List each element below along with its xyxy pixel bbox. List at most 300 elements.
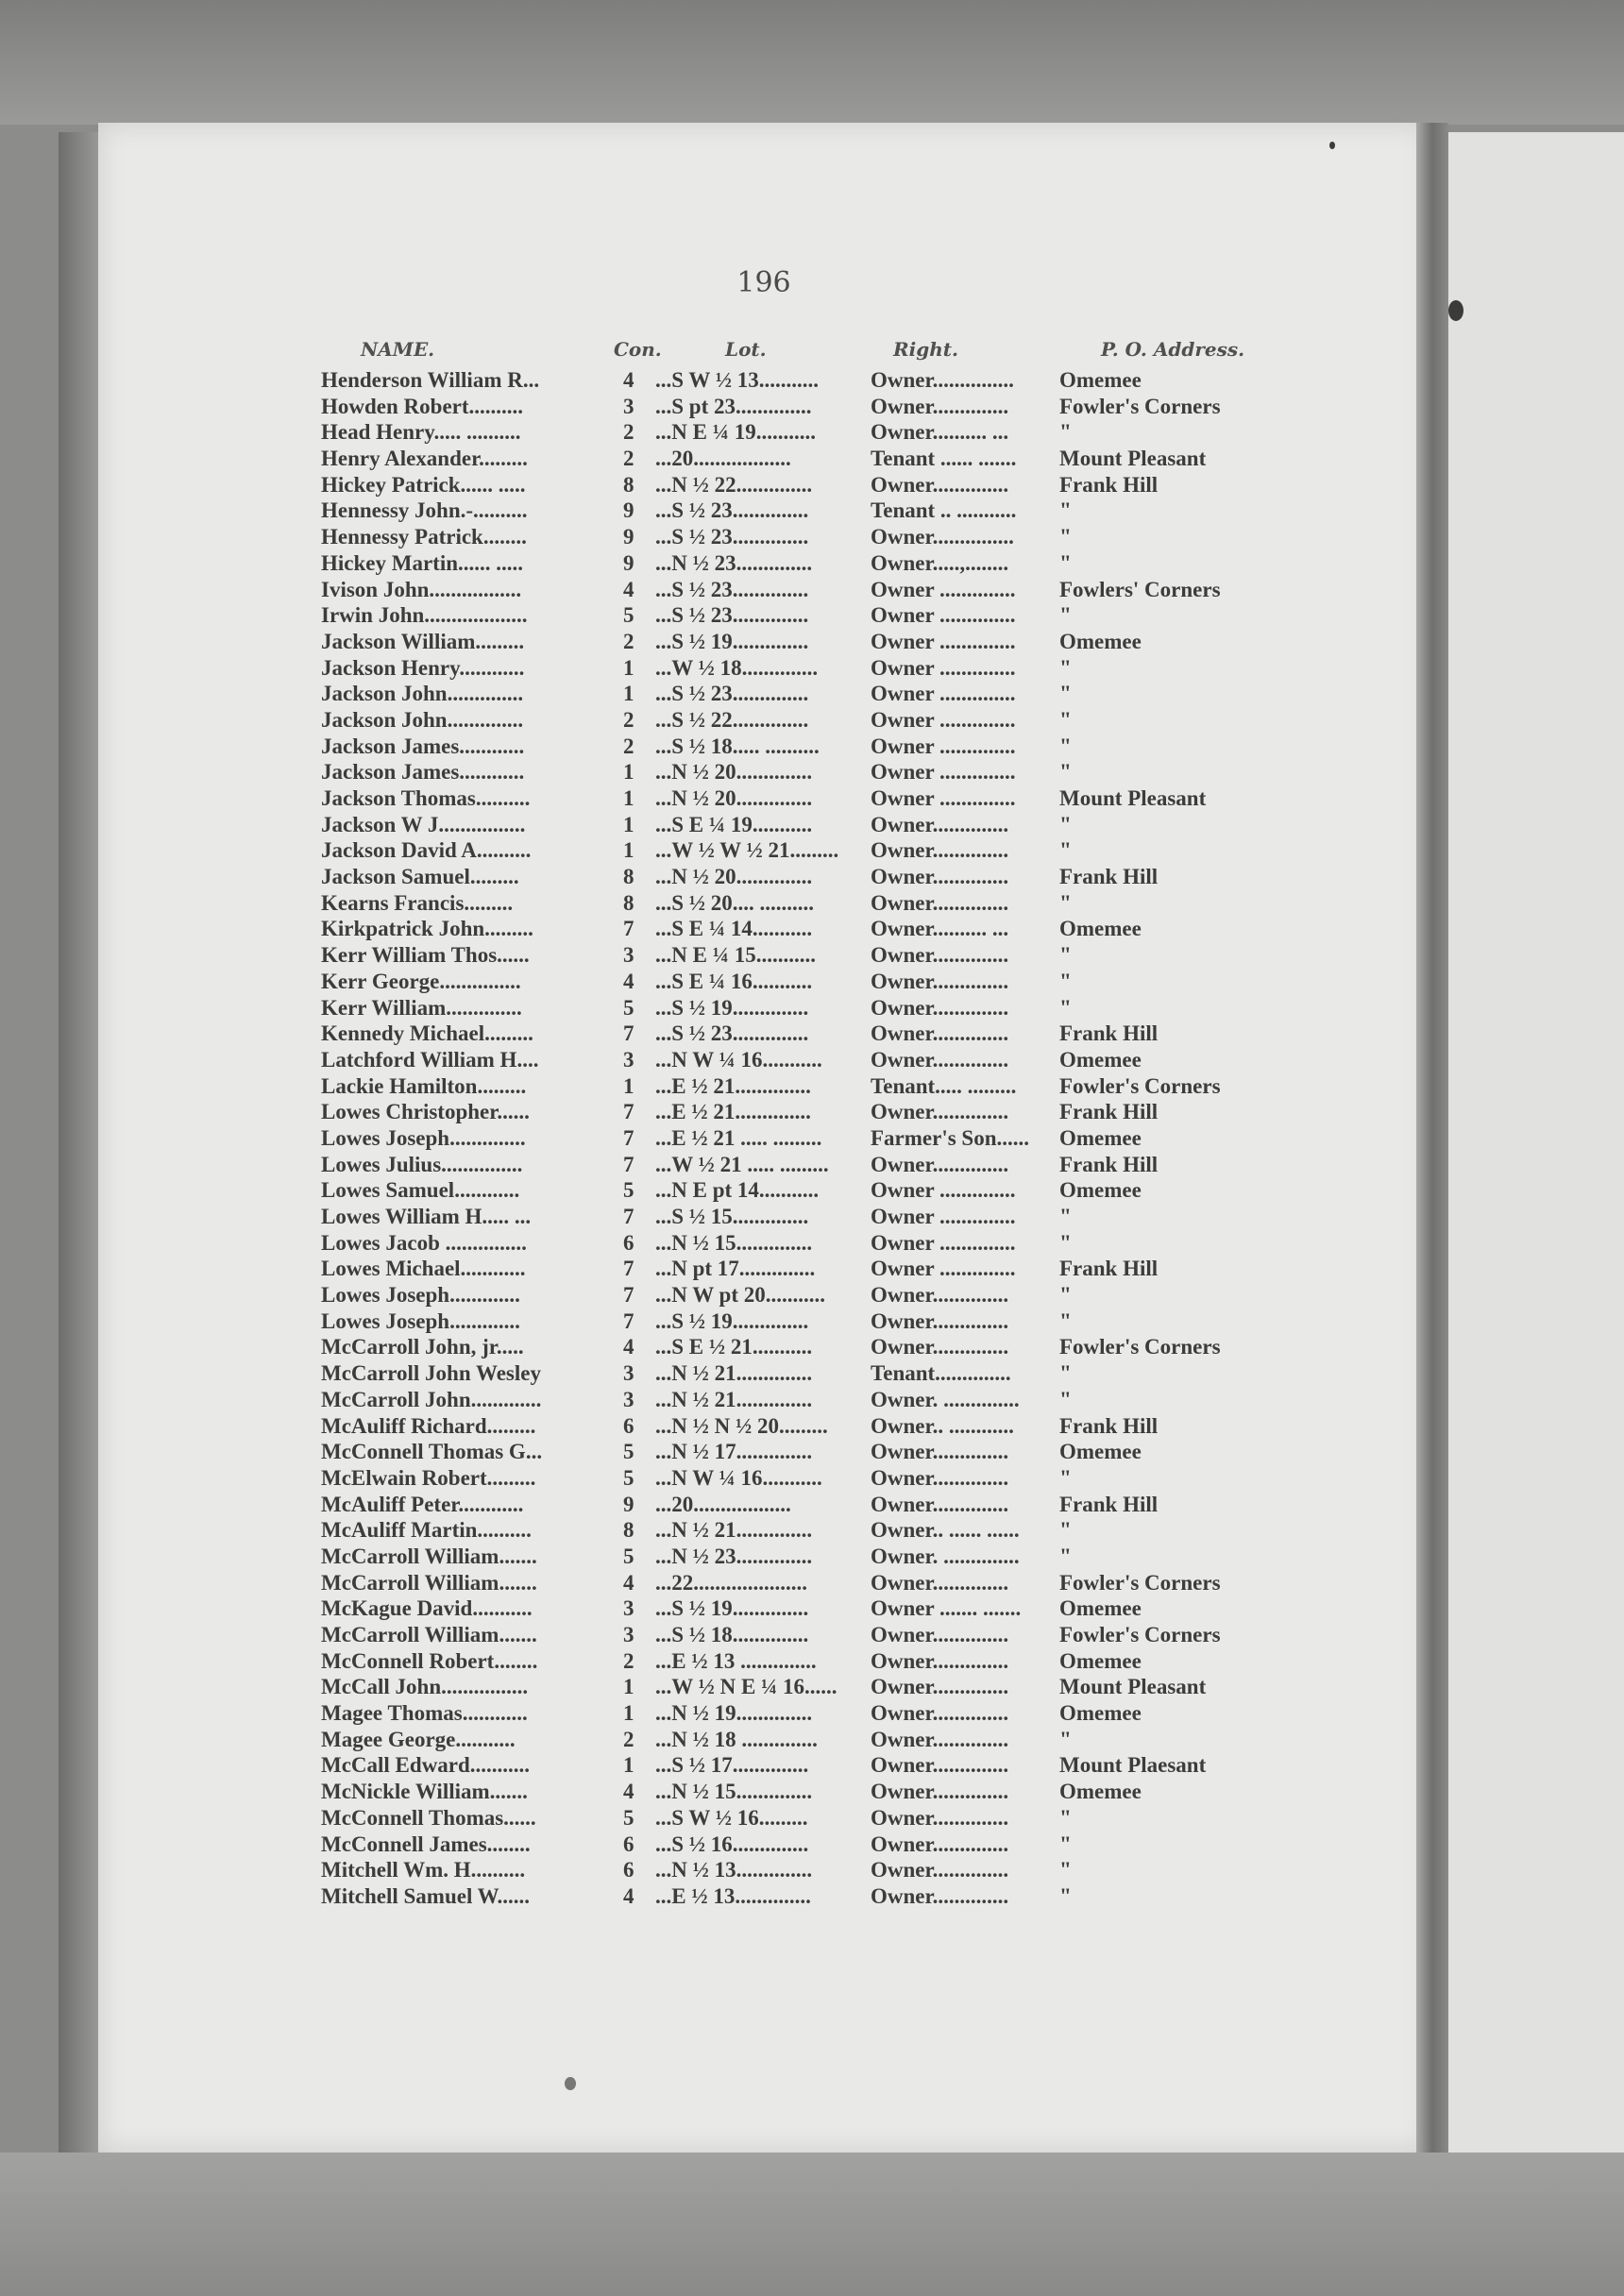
row-lot: ...S ½ 15.............. <box>655 1205 809 1228</box>
table-row <box>98 1675 1429 1701</box>
row-po-address: Mount Pleasant <box>1059 447 1207 471</box>
row-con: 2 <box>623 420 634 445</box>
row-po-address: Omemee <box>1059 1701 1142 1726</box>
row-right: Owner .............. <box>871 682 1016 706</box>
row-po-address: " <box>1059 1308 1072 1333</box>
row-po-address: Omemee <box>1059 1178 1142 1203</box>
ink-speck <box>1329 142 1335 149</box>
table-row <box>98 813 1429 839</box>
row-lot: ...N E pt 14........... <box>655 1178 820 1203</box>
header-po-address: P. O. Address. <box>1101 338 1245 361</box>
row-lot: ...S ½ 23.............. <box>655 682 809 706</box>
row-lot: ...S ½ 19.............. <box>655 995 809 1020</box>
row-right: Owner.............. <box>871 969 1009 993</box>
row-right: Owner .............. <box>871 1230 1016 1255</box>
row-name: McCall John................ <box>321 1675 529 1699</box>
row-po-address: Omemee <box>1059 368 1142 392</box>
row-po-address: Omemee <box>1059 1648 1142 1673</box>
row-right: Owner.............. <box>871 1701 1009 1726</box>
row-con: 4 <box>623 577 634 601</box>
table-row <box>98 1361 1429 1388</box>
row-name: Kerr William Thos...... <box>321 943 530 968</box>
table-row <box>98 1596 1429 1623</box>
row-right: Tenant .. ........... <box>871 498 1017 523</box>
table-row <box>98 838 1429 865</box>
row-lot: ...S ½ 17.............. <box>655 1753 809 1778</box>
table-row <box>98 1780 1429 1806</box>
row-lot: ...N ½ 21.............. <box>655 1518 813 1543</box>
row-lot: ...S E ¼ 19........... <box>655 812 813 836</box>
row-name: McConnell Thomas G... <box>321 1440 543 1464</box>
table-row <box>98 1649 1429 1676</box>
row-con: 8 <box>623 472 634 497</box>
row-con: 2 <box>623 1648 634 1673</box>
row-con: 5 <box>623 1805 634 1830</box>
row-name: Lowes Julius............... <box>321 1152 523 1176</box>
table-row <box>98 368 1429 395</box>
row-right: Owner.............. <box>871 838 1009 863</box>
table-row <box>98 1858 1429 1884</box>
row-po-address: Frank Hill <box>1059 1257 1159 1281</box>
row-right: Tenant ...... ....... <box>871 447 1017 471</box>
table-row <box>98 708 1429 734</box>
row-con: 2 <box>623 707 634 732</box>
row-lot: ...22..................... <box>655 1570 807 1595</box>
row-right: Owner.............. <box>871 1727 1009 1751</box>
table-row <box>98 1440 1429 1466</box>
row-con: 5 <box>623 1178 634 1203</box>
header-con: Con. <box>614 338 662 361</box>
row-name: Kennedy Michael......... <box>321 1021 533 1046</box>
table-row <box>98 578 1429 604</box>
row-right: Owner.............. <box>871 1832 1009 1856</box>
row-name: Jackson James............ <box>321 734 525 758</box>
row-con: 1 <box>623 682 634 706</box>
row-name: McElwain Robert......... <box>321 1465 536 1490</box>
row-name: Kerr William.............. <box>321 995 522 1020</box>
row-con: 3 <box>623 1361 634 1386</box>
table-row <box>98 891 1429 918</box>
table-row <box>98 1466 1429 1493</box>
row-lot: ...N W ¼ 16........... <box>655 1465 822 1490</box>
row-po-address: " <box>1059 603 1072 628</box>
row-po-address: " <box>1059 1883 1072 1908</box>
row-name: McAuliff Peter............ <box>321 1492 524 1516</box>
row-po-address: Omemee <box>1059 1596 1142 1621</box>
row-name: Magee Thomas............ <box>321 1701 528 1726</box>
table-row <box>98 1884 1429 1911</box>
row-con: 9 <box>623 1492 634 1516</box>
table-row <box>98 1100 1429 1126</box>
column-headers <box>98 338 1429 366</box>
row-name: Lackie Hamilton......... <box>321 1073 527 1098</box>
row-con: 9 <box>623 525 634 549</box>
row-name: Jackson W J................ <box>321 812 526 836</box>
row-con: 4 <box>623 1335 634 1359</box>
row-name: McConnell Robert........ <box>321 1648 538 1673</box>
row-right: Owner .............. <box>871 760 1016 785</box>
row-name: Hennessy John.-.......... <box>321 498 528 523</box>
table-row <box>98 1493 1429 1519</box>
row-lot: ...20.................. <box>655 447 791 471</box>
row-con: 4 <box>623 368 634 392</box>
row-right: Owner. .............. <box>871 1387 1020 1411</box>
row-right: Owner .............. <box>871 655 1016 680</box>
row-po-address: Mount Pleasant <box>1059 1675 1207 1699</box>
table-row <box>98 682 1429 708</box>
row-po-address: " <box>1059 1205 1072 1228</box>
row-name: Jackson James............ <box>321 760 525 785</box>
row-po-address: Frank Hill <box>1059 865 1159 889</box>
row-lot: ...S ½ 18.............. <box>655 1623 809 1646</box>
row-con: 7 <box>623 1152 634 1176</box>
table-row <box>98 447 1429 473</box>
row-po-address: " <box>1059 1283 1072 1308</box>
row-right: Owner .............. <box>871 1205 1016 1228</box>
row-name: Jackson John.............. <box>321 707 524 732</box>
row-con: 8 <box>623 865 634 889</box>
table-row <box>98 1178 1429 1205</box>
row-con: 9 <box>623 550 634 575</box>
row-con: 5 <box>623 603 634 628</box>
table-row <box>98 1205 1429 1231</box>
row-po-address: Omemee <box>1059 917 1142 941</box>
row-lot: ...S E ¼ 14........... <box>655 917 813 941</box>
table-row <box>98 1832 1429 1859</box>
row-po-address: " <box>1059 760 1072 785</box>
row-po-address: " <box>1059 1727 1072 1751</box>
row-con: 1 <box>623 1701 634 1726</box>
row-right: Owner.............. <box>871 1440 1009 1464</box>
document-page <box>98 123 1429 2152</box>
row-name: Jackson John.............. <box>321 682 524 706</box>
row-con: 1 <box>623 1753 634 1778</box>
row-lot: ...S W ½ 13........... <box>655 368 819 392</box>
table-row <box>98 1153 1429 1179</box>
row-name: Jackson Samuel......... <box>321 865 519 889</box>
row-name: Magee George........... <box>321 1727 516 1751</box>
table-row <box>98 1753 1429 1780</box>
row-po-address: Frank Hill <box>1059 1492 1159 1516</box>
row-po-address: " <box>1059 1858 1072 1882</box>
row-name: Henderson William R... <box>321 368 540 392</box>
table-row <box>98 1388 1429 1414</box>
row-right: Owner.............. <box>871 865 1009 889</box>
row-con: 4 <box>623 1570 634 1595</box>
row-con: 1 <box>623 812 634 836</box>
row-lot: ...N ½ 18 .............. <box>655 1727 818 1751</box>
row-con: 6 <box>623 1413 634 1438</box>
row-right: Owner.............. <box>871 1308 1009 1333</box>
row-con: 3 <box>623 943 634 968</box>
row-con: 9 <box>623 498 634 523</box>
row-name: Lowes Joseph............. <box>321 1308 520 1333</box>
row-right: Farmer's Son...... <box>871 1125 1030 1150</box>
row-po-address: " <box>1059 969 1072 993</box>
row-con: 7 <box>623 1257 634 1281</box>
row-lot: ...E ½ 21.............. <box>655 1100 811 1124</box>
row-lot: ...S E ¼ 16........... <box>655 969 813 993</box>
row-right: Owner.............. <box>871 995 1009 1020</box>
row-po-address: " <box>1059 550 1072 575</box>
table-row <box>98 395 1429 421</box>
row-name: Head Henry..... .......... <box>321 420 521 445</box>
row-right: Owner.............. <box>871 1883 1009 1908</box>
row-po-address: Frank Hill <box>1059 1152 1159 1176</box>
row-po-address: " <box>1059 1387 1072 1411</box>
row-right: Owner.............. <box>871 1283 1009 1308</box>
row-lot: ...S ½ 18..... .......... <box>655 734 820 758</box>
row-right: Owner.............. <box>871 812 1009 836</box>
table-row <box>98 943 1429 970</box>
row-right: Owner.......... ... <box>871 420 1009 445</box>
row-name: Jackson Thomas.......... <box>321 786 531 810</box>
row-right: Owner.............. <box>871 890 1009 915</box>
row-con: 2 <box>623 1727 634 1751</box>
row-lot: ...W ½ 18.............. <box>655 655 819 680</box>
row-con: 6 <box>623 1858 634 1882</box>
row-con: 4 <box>623 1883 634 1908</box>
row-lot: ...20.................. <box>655 1492 791 1516</box>
row-po-address: Mount Pleasant <box>1059 786 1207 810</box>
row-name: McKague David........... <box>321 1596 533 1621</box>
row-po-address: Frank Hill <box>1059 1100 1159 1124</box>
row-con: 1 <box>623 838 634 863</box>
row-name: Lowes Joseph.............. <box>321 1125 526 1150</box>
row-po-address: Fowlers' Corners <box>1059 577 1221 601</box>
row-right: Owner.............. <box>871 1753 1009 1778</box>
row-con: 3 <box>623 1596 634 1621</box>
row-con: 7 <box>623 1283 634 1308</box>
ink-speck <box>565 2077 576 2090</box>
row-right: Owner.............. <box>871 1623 1009 1646</box>
row-lot: ...S ½ 23.............. <box>655 603 809 628</box>
row-name: McNickle William....... <box>321 1780 528 1804</box>
row-lot: ...N pt 17.............. <box>655 1257 816 1281</box>
row-right: Owner.............. <box>871 1047 1009 1072</box>
row-po-address: Frank Hill <box>1059 1413 1159 1438</box>
row-name: Kerr George............... <box>321 969 521 993</box>
row-right: Owner............... <box>871 525 1014 549</box>
row-con: 6 <box>623 1832 634 1856</box>
row-po-address: " <box>1059 1805 1072 1830</box>
table-row <box>98 1257 1429 1283</box>
row-name: McConnell James........ <box>321 1832 531 1856</box>
row-right: Owner .............. <box>871 734 1016 758</box>
header-name: NAME. <box>361 338 435 361</box>
row-right: Owner.....,........ <box>871 550 1009 575</box>
row-name: Mitchell Wm. H.......... <box>321 1858 526 1882</box>
row-con: 5 <box>623 995 634 1020</box>
row-po-address: " <box>1059 655 1072 680</box>
row-name: Jackson Henry............ <box>321 655 525 680</box>
table-row <box>98 1806 1429 1832</box>
table-row <box>98 1518 1429 1545</box>
directory-table <box>98 368 1429 1911</box>
row-right: Owner.............. <box>871 394 1009 418</box>
table-row <box>98 1701 1429 1728</box>
row-po-address: Fowler's Corners <box>1059 1570 1221 1595</box>
table-row <box>98 420 1429 447</box>
row-right: Owner.............. <box>871 1492 1009 1516</box>
binding-mark <box>1448 300 1463 321</box>
row-right: Owner.............. <box>871 1805 1009 1830</box>
row-lot: ...S ½ 16.............. <box>655 1832 809 1856</box>
row-lot: ...S ½ 23.............. <box>655 1021 809 1046</box>
row-po-address: Fowler's Corners <box>1059 1623 1221 1646</box>
row-con: 1 <box>623 1073 634 1098</box>
page-left-shadow <box>59 132 102 2152</box>
row-po-address: " <box>1059 1361 1072 1386</box>
row-right: Owner .............. <box>871 629 1016 653</box>
row-name: Jackson William......... <box>321 629 525 653</box>
row-name: Lowes Michael............ <box>321 1257 526 1281</box>
table-row <box>98 1309 1429 1336</box>
row-name: McAuliff Richard......... <box>321 1413 536 1438</box>
row-po-address: Fowler's Corners <box>1059 394 1221 418</box>
row-right: Owner.............. <box>871 1021 1009 1046</box>
row-con: 1 <box>623 655 634 680</box>
table-row <box>98 1231 1429 1258</box>
row-lot: ...S ½ 22.............. <box>655 707 809 732</box>
row-lot: ...N ½ 23.............. <box>655 1544 813 1568</box>
row-po-address: " <box>1059 1544 1072 1568</box>
row-po-address: " <box>1059 890 1072 915</box>
table-row <box>98 1074 1429 1101</box>
table-row <box>98 734 1429 761</box>
row-po-address: " <box>1059 525 1072 549</box>
row-name: Latchford William H.... <box>321 1047 539 1072</box>
row-right: Owner.............. <box>871 1648 1009 1673</box>
row-con: 5 <box>623 1465 634 1490</box>
header-lot: Lot. <box>725 338 767 361</box>
scan-top-margin <box>0 0 1624 125</box>
row-right: Owner.............. <box>871 472 1009 497</box>
row-po-address: Omemee <box>1059 1780 1142 1804</box>
row-lot: ...E ½ 21 ..... ......... <box>655 1125 822 1150</box>
row-lot: ...N ½ 21.............. <box>655 1387 813 1411</box>
table-row <box>98 996 1429 1022</box>
row-con: 2 <box>623 734 634 758</box>
row-po-address: " <box>1059 1832 1072 1856</box>
row-lot: ...S pt 23.............. <box>655 394 812 418</box>
row-name: Kearns Francis......... <box>321 890 514 915</box>
row-lot: ...N ½ 15.............. <box>655 1230 813 1255</box>
row-right: Owner.............. <box>871 1152 1009 1176</box>
row-lot: ...S ½ 23.............. <box>655 498 809 523</box>
row-right: Owner.............. <box>871 1465 1009 1490</box>
table-row <box>98 1126 1429 1153</box>
row-right: Owner............... <box>871 368 1014 392</box>
row-lot: ...N ½ 17.............. <box>655 1440 813 1464</box>
row-con: 4 <box>623 969 634 993</box>
row-name: McCarroll John, jr..... <box>321 1335 524 1359</box>
table-row <box>98 1021 1429 1048</box>
table-row <box>98 525 1429 551</box>
row-lot: ...W ½ N E ¼ 16...... <box>655 1675 837 1699</box>
row-name: McAuliff Martin.......... <box>321 1518 532 1543</box>
row-con: 3 <box>623 1387 634 1411</box>
row-po-address: " <box>1059 420 1072 445</box>
row-right: Owner ....... ....... <box>871 1596 1022 1621</box>
row-po-address: Frank Hill <box>1059 472 1159 497</box>
row-name: Hickey Patrick...... ..... <box>321 472 526 497</box>
row-po-address: " <box>1059 838 1072 863</box>
row-lot: ...S ½ 19.............. <box>655 629 809 653</box>
facing-page-edge <box>1448 132 1624 2152</box>
table-row <box>98 1283 1429 1309</box>
row-lot: ...E ½ 21.............. <box>655 1073 811 1098</box>
row-lot: ...S ½ 23.............. <box>655 525 809 549</box>
row-right: Owner .............. <box>871 786 1016 810</box>
row-name: McConnell Thomas...... <box>321 1805 536 1830</box>
row-po-address: " <box>1059 1465 1072 1490</box>
table-row <box>98 760 1429 786</box>
row-right: Tenant..... ......... <box>871 1073 1017 1098</box>
page-number: 196 <box>736 266 791 299</box>
row-po-address: Frank Hill <box>1059 1021 1159 1046</box>
table-row <box>98 656 1429 683</box>
row-lot: ...N ½ 19.............. <box>655 1701 813 1726</box>
table-row <box>98 1728 1429 1754</box>
row-po-address: " <box>1059 995 1072 1020</box>
book-binding <box>1416 123 1448 2152</box>
row-name: Lowes Samuel............ <box>321 1178 520 1203</box>
row-po-address: " <box>1059 682 1072 706</box>
row-po-address: " <box>1059 734 1072 758</box>
row-lot: ...S ½ 23.............. <box>655 577 809 601</box>
table-row <box>98 603 1429 630</box>
row-lot: ...N E ¼ 15........... <box>655 943 816 968</box>
row-name: Jackson David A.......... <box>321 838 532 863</box>
row-lot: ...N ½ 20.............. <box>655 786 813 810</box>
row-lot: ...S W ½ 16......... <box>655 1805 808 1830</box>
row-right: Owner.. ............ <box>871 1413 1014 1438</box>
row-lot: ...N W pt 20........... <box>655 1283 825 1308</box>
row-con: 7 <box>623 1021 634 1046</box>
row-lot: ...W ½ 21 ..... ......... <box>655 1152 829 1176</box>
row-po-address: " <box>1059 707 1072 732</box>
row-right: Owner.............. <box>871 1335 1009 1359</box>
row-lot: ...S ½ 19.............. <box>655 1596 809 1621</box>
row-con: 3 <box>623 1047 634 1072</box>
row-right: Owner.............. <box>871 1675 1009 1699</box>
row-po-address: Fowler's Corners <box>1059 1335 1221 1359</box>
row-po-address: " <box>1059 943 1072 968</box>
row-po-address: Omemee <box>1059 1440 1142 1464</box>
row-right: Tenant.............. <box>871 1361 1011 1386</box>
row-lot: ...N ½ 20.............. <box>655 760 813 785</box>
row-con: 3 <box>623 1623 634 1646</box>
table-row <box>98 1571 1429 1597</box>
row-name: McCarroll John............. <box>321 1387 542 1411</box>
row-name: Kirkpatrick John......... <box>321 917 533 941</box>
row-lot: ...N ½ 15.............. <box>655 1780 813 1804</box>
scan-bottom-margin <box>0 2152 1624 2296</box>
row-name: Mitchell Samuel W...... <box>321 1883 531 1908</box>
row-con: 7 <box>623 1205 634 1228</box>
row-name: McCarroll William....... <box>321 1544 537 1568</box>
table-row <box>98 1414 1429 1441</box>
row-name: Irwin John................... <box>321 603 528 628</box>
row-lot: ...N ½ 21.............. <box>655 1361 813 1386</box>
row-po-address: " <box>1059 1518 1072 1543</box>
row-con: 3 <box>623 394 634 418</box>
table-row <box>98 473 1429 499</box>
row-name: Ivison John................. <box>321 577 522 601</box>
row-right: Owner.............. <box>871 943 1009 968</box>
row-po-address: Mount Plaesant <box>1059 1753 1207 1778</box>
